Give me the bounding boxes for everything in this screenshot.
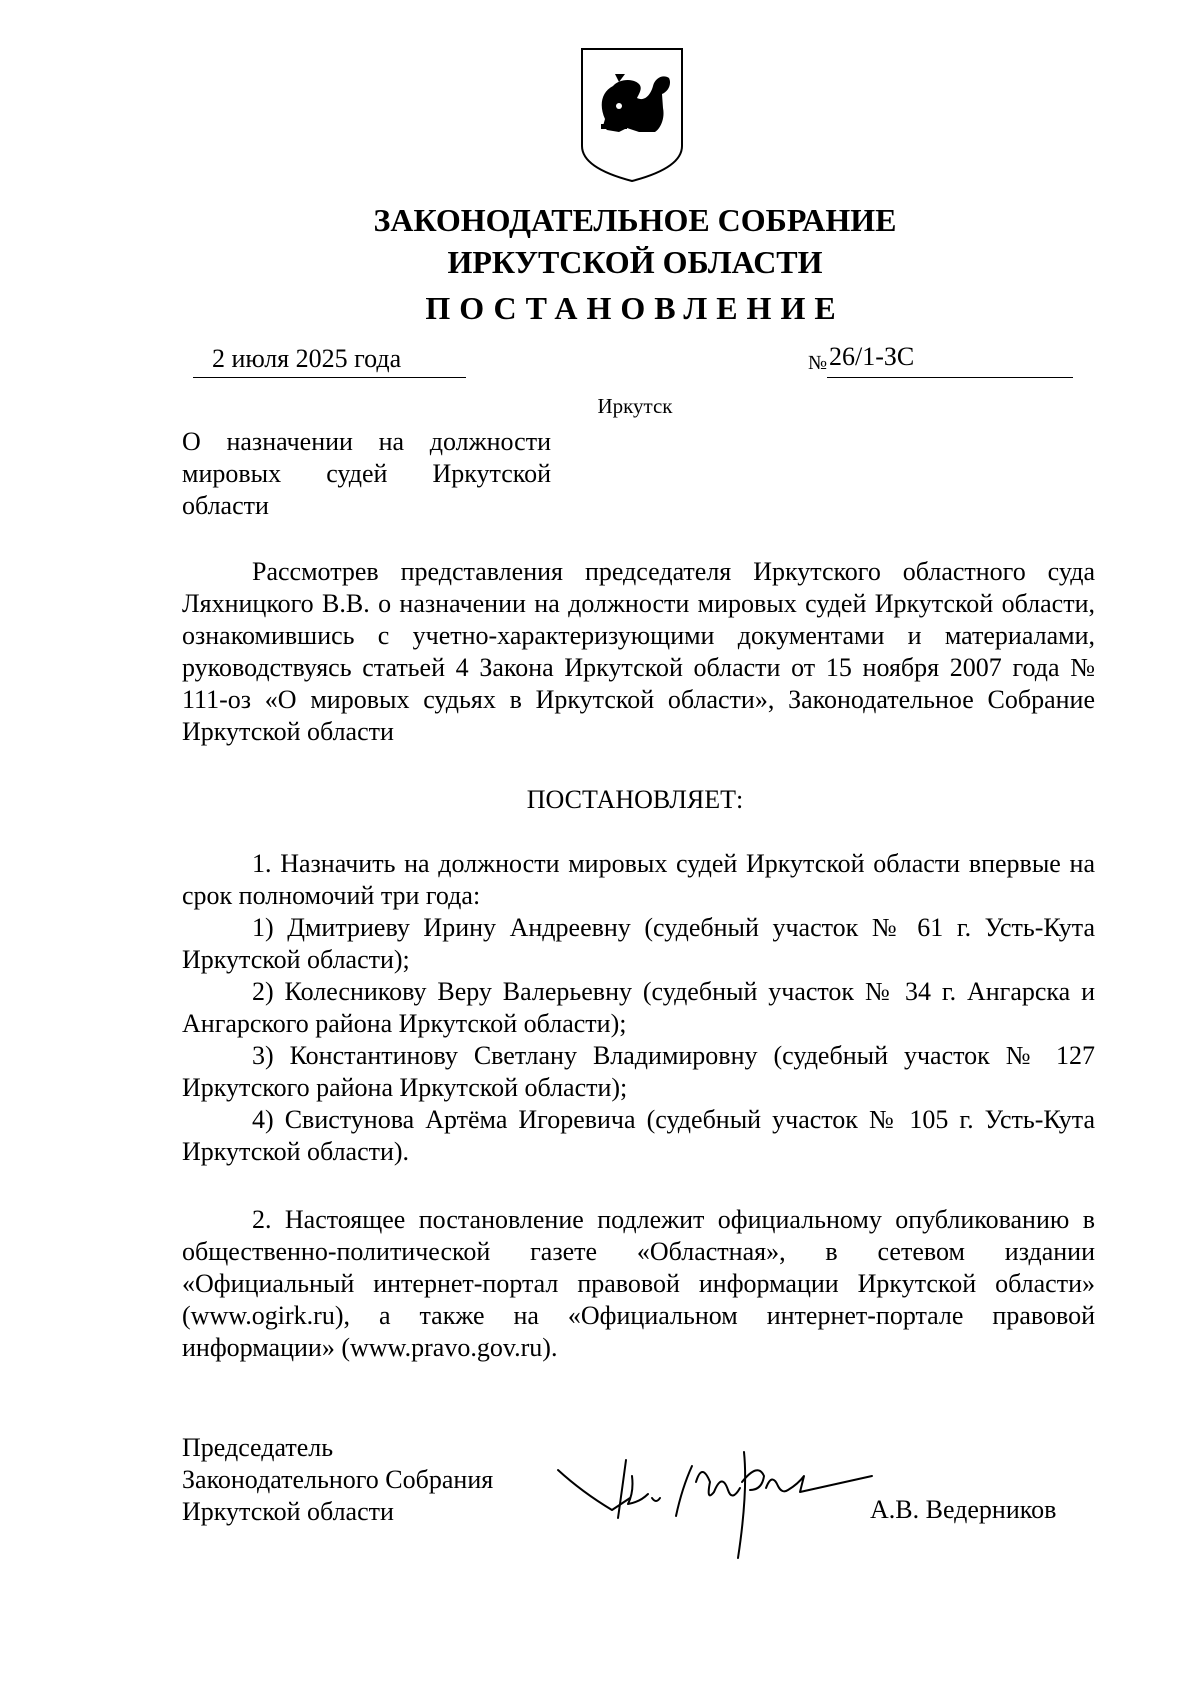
document-number: 26/1-ЗС — [829, 342, 915, 371]
preamble-text: Рассмотрев представления председателя Иркутского областного суда Ляхницкого В.В. о назначении на должности мировых судей Иркутской области, ознакомившись с учетно-характеризующими документами и материалами, руководствуясь статьей 4 Закона Иркутской области от 15 ноября 2007 года № 111-оз «О мировых судьях в Иркутской области», Законодательное Собрание Иркутской области — [182, 557, 1095, 746]
city: Иркутск — [597, 394, 673, 418]
document-type: ПОСТАНОВЛЕНИЕ — [425, 290, 845, 326]
org-name-line2: ИРКУТСКОЙ ОБЛАСТИ — [447, 244, 823, 280]
signer-name: А.В. Ведерников — [870, 1495, 1057, 1524]
number-sign: № — [808, 352, 828, 374]
coat-of-arms-icon — [579, 46, 685, 184]
item-1: 1. Назначить на должности мировых судей Иркутской области впервые на срок полномочий три года: — [182, 849, 1095, 910]
decree-items — [182, 848, 1095, 1168]
document-subject: О назначении на должности мировых судей Иркутской области — [182, 427, 551, 520]
handwritten-signature-icon — [552, 1432, 882, 1562]
subitem-3: 3) Константинову Светлану Владимировну (судебный участок № 127 Иркутского района Иркутской области); — [182, 1041, 1095, 1102]
signer-title — [182, 1432, 562, 1528]
preamble — [182, 556, 1095, 748]
signer-title-line1: Председатель — [182, 1433, 334, 1462]
subitem-2: 2) Колесникову Веру Валерьевну (судебный участок № 34 г. Ангарска и Ангарского района Иркутской области); — [182, 977, 1095, 1038]
decree-word: ПОСТАНОВЛЯЕТ: — [526, 785, 744, 814]
subitem-4: 4) Свистунова Артёма Игоревича (судебный участок № 105 г. Усть-Кута Иркутской области). — [182, 1105, 1095, 1166]
signer-title-line3: Иркутской области — [182, 1497, 394, 1526]
number-underline — [827, 377, 1073, 378]
publication-clause — [182, 1204, 1095, 1364]
signer-title-line2: Законодательного Собрания — [182, 1465, 494, 1494]
subitem-1: 1) Дмитриеву Ирину Андреевну (судебный участок № 61 г. Усть-Кута Иркутской области); — [182, 913, 1095, 974]
org-name-line1: ЗАКОНОДАТЕЛЬНОЕ СОБРАНИЕ — [373, 202, 897, 238]
item-2: 2. Настоящее постановление подлежит официальному опубликованию в общественно-политической газете «Областная», в сетевом издании «Официальный интернет-портал правовой информации Иркутской области» (www.ogirk.ru), а также на «Официальном интернет-портале правовой информации» (www.pravo.gov.ru). — [182, 1205, 1095, 1362]
document-date: 2 июля 2025 года — [212, 344, 402, 373]
date-underline — [193, 377, 466, 378]
